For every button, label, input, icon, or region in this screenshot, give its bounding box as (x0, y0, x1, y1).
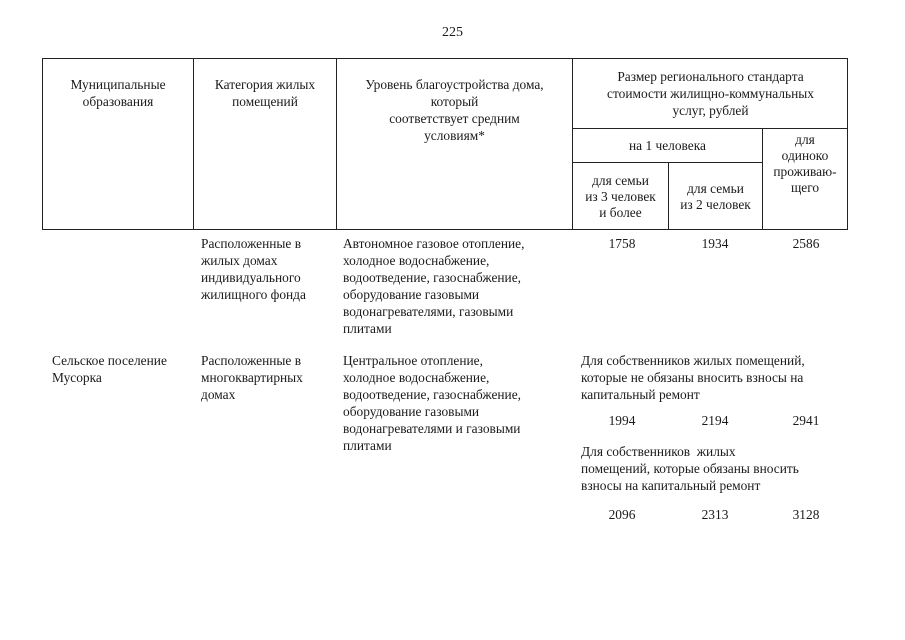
row2-level: Центральное отопление, холодное водоснабжение, водоотведение, газоснабжение, оборудование газовыми водонагревателями и газовыми плитами (343, 353, 522, 453)
row1-category: Расположенные в жилых домах индивидуального жилищного фонда (201, 236, 306, 302)
row1-value-single: 2586 (792, 236, 820, 251)
header-municipality: Муниципальные образования (70, 77, 166, 109)
row2-municipality: Сельское поселение Мусорка (52, 353, 167, 385)
header-family3: для семьи из 3 человек и более (585, 173, 656, 220)
row1-value-family2: 1934 (701, 236, 729, 251)
row2-note-no-capital-repair: Для собственников жилых помещений, которые не обязаны вносить взносы на капитальный ремонт (581, 353, 805, 402)
row2-value2-family3: 2096 (608, 507, 636, 522)
row2-value1-family3: 1994 (608, 413, 636, 428)
header-single: для одиноко проживаю- щего (773, 132, 837, 195)
header-standard: Размер регионального стандарта стоимости жилищно-коммунальных услуг, рублей (607, 69, 814, 118)
row2-value2-family2: 2313 (701, 507, 729, 522)
row2-note-capital-repair: Для собственников жилых помещений, которые обязаны вносить взносы на капитальный ремонт (581, 444, 799, 493)
row2-value1-family2: 2194 (701, 413, 729, 428)
header-per-person: на 1 человека (629, 138, 706, 153)
header-family2: для семьи из 2 человек (680, 181, 751, 212)
row2-category: Расположенные в многоквартирных домах (201, 353, 303, 402)
header-category: Категория жилых помещений (214, 77, 316, 109)
header-level: Уровень благоустройства дома, который соответствует средним условиям* (365, 77, 544, 143)
page-number: 225 (442, 25, 463, 40)
row1-value-family3: 1758 (608, 236, 636, 251)
row2-value2-single: 3128 (792, 507, 820, 522)
row2-value1-single: 2941 (792, 413, 820, 428)
row1-level: Автономное газовое отопление, холодное водоснабжение, водоотведение, газоснабжение, оборудование газовыми водонагревателями, газовыми плитами (343, 236, 525, 336)
